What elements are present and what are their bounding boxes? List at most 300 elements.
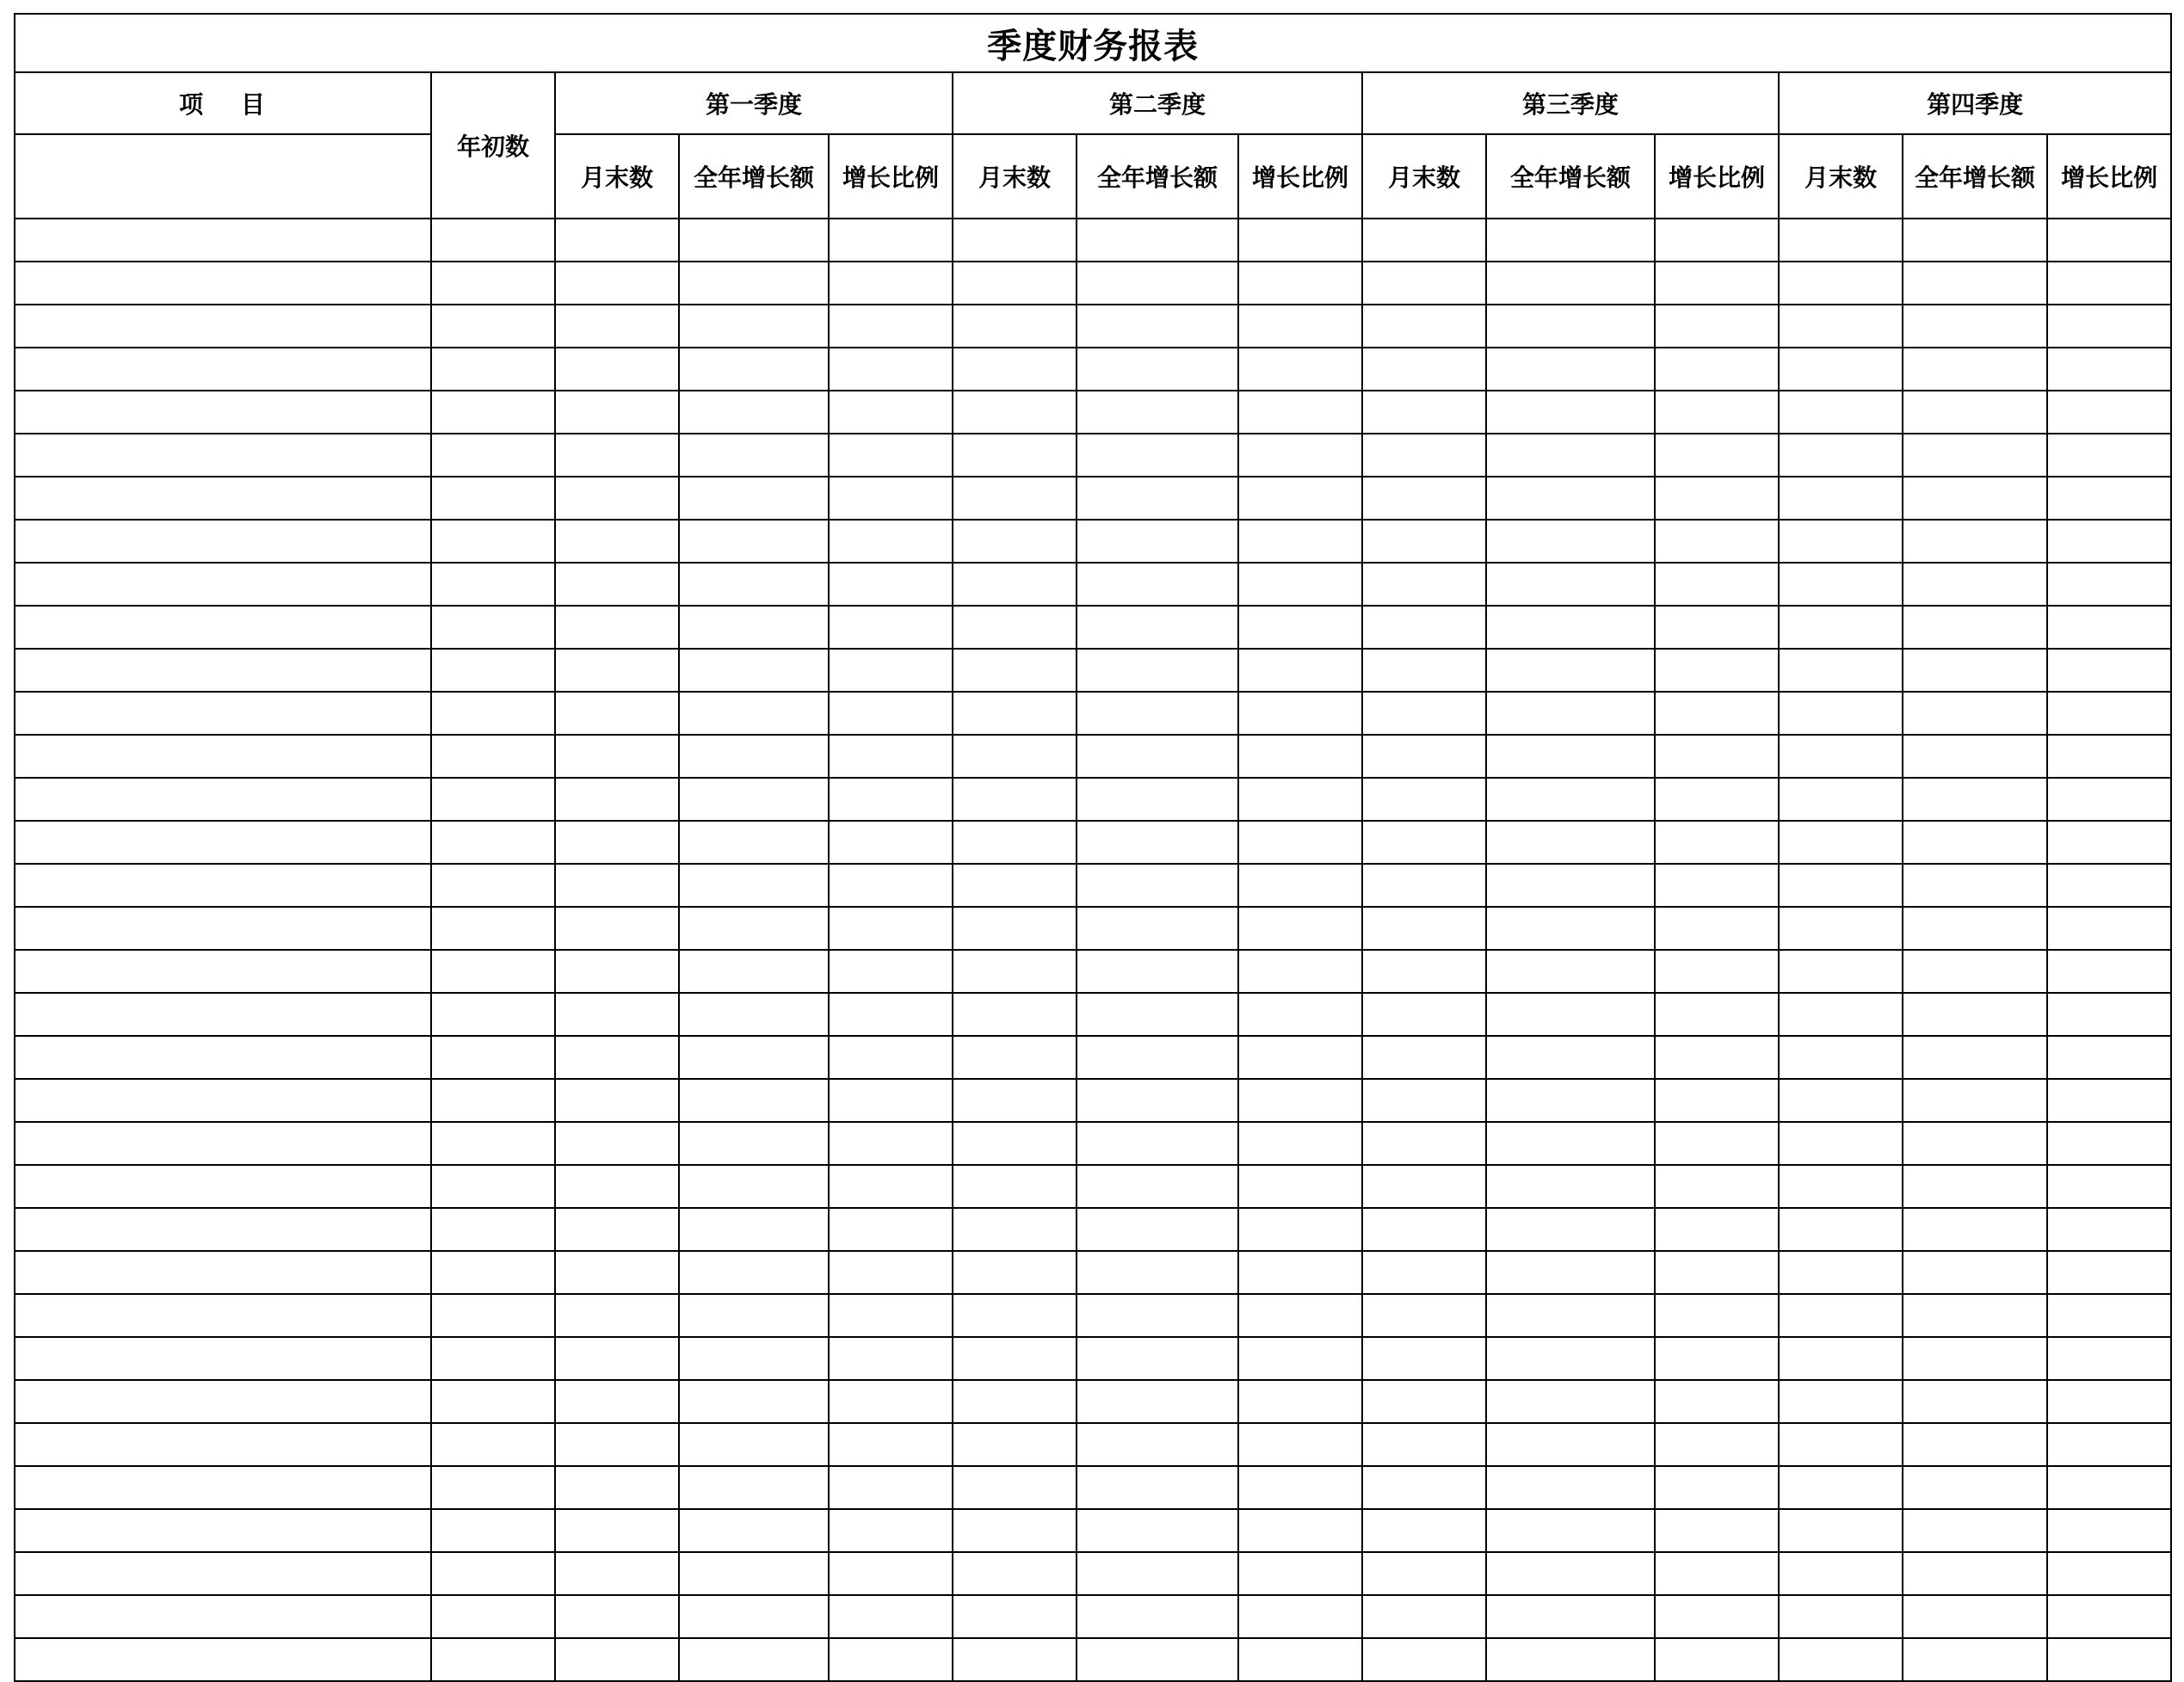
table-cell[interactable] — [1077, 1165, 1238, 1208]
table-cell[interactable] — [555, 1036, 679, 1079]
table-cell[interactable] — [1486, 907, 1655, 950]
table-cell[interactable] — [953, 1122, 1077, 1165]
table-cell[interactable] — [1779, 1337, 1903, 1380]
table-cell[interactable] — [1655, 1165, 1779, 1208]
table-cell[interactable] — [1903, 434, 2047, 477]
table-cell[interactable] — [829, 348, 953, 391]
table-cell[interactable] — [1486, 735, 1655, 778]
table-cell[interactable] — [1655, 1208, 1779, 1251]
table-cell[interactable] — [829, 1638, 953, 1681]
table-cell[interactable] — [953, 262, 1077, 305]
table-cell[interactable] — [1077, 1294, 1238, 1337]
table-cell[interactable] — [1779, 692, 1903, 735]
table-cell[interactable] — [679, 735, 829, 778]
table-cell[interactable] — [1362, 1552, 1486, 1595]
table-cell[interactable] — [829, 1337, 953, 1380]
table-cell[interactable] — [1655, 1036, 1779, 1079]
table-cell[interactable] — [555, 434, 679, 477]
table-cell[interactable] — [2047, 950, 2171, 993]
table-cell[interactable] — [679, 1423, 829, 1466]
table-cell[interactable] — [15, 1466, 431, 1509]
table-cell[interactable] — [1238, 262, 1362, 305]
table-cell[interactable] — [1655, 520, 1779, 563]
table-cell[interactable] — [1238, 1122, 1362, 1165]
table-cell[interactable] — [2047, 1380, 2171, 1423]
table-cell[interactable] — [679, 1036, 829, 1079]
table-cell[interactable] — [2047, 434, 2171, 477]
table-cell[interactable] — [2047, 1423, 2171, 1466]
table-cell[interactable] — [829, 391, 953, 434]
table-cell[interactable] — [555, 1595, 679, 1638]
table-cell[interactable] — [1077, 606, 1238, 649]
table-cell[interactable] — [555, 1509, 679, 1552]
table-cell[interactable] — [1655, 1595, 1779, 1638]
table-cell[interactable] — [15, 649, 431, 692]
table-cell[interactable] — [829, 1036, 953, 1079]
table-cell[interactable] — [1779, 1165, 1903, 1208]
table-cell[interactable] — [1779, 993, 1903, 1036]
table-cell[interactable] — [555, 649, 679, 692]
table-cell[interactable] — [1077, 1423, 1238, 1466]
table-cell[interactable] — [555, 1208, 679, 1251]
table-cell[interactable] — [953, 1251, 1077, 1294]
table-cell[interactable] — [555, 219, 679, 262]
table-cell[interactable] — [431, 219, 555, 262]
table-cell[interactable] — [2047, 1251, 2171, 1294]
table-cell[interactable] — [1903, 1380, 2047, 1423]
table-cell[interactable] — [15, 1638, 431, 1681]
table-cell[interactable] — [829, 434, 953, 477]
table-cell[interactable] — [1903, 1638, 2047, 1681]
table-cell[interactable] — [1362, 1122, 1486, 1165]
table-cell[interactable] — [2047, 735, 2171, 778]
table-cell[interactable] — [2047, 563, 2171, 606]
table-cell[interactable] — [1486, 1595, 1655, 1638]
table-cell[interactable] — [1077, 1036, 1238, 1079]
table-cell[interactable] — [1903, 950, 2047, 993]
table-cell[interactable] — [1238, 864, 1362, 907]
table-cell[interactable] — [431, 1079, 555, 1122]
table-cell[interactable] — [1779, 1079, 1903, 1122]
table-cell[interactable] — [431, 1509, 555, 1552]
table-cell[interactable] — [1362, 1638, 1486, 1681]
table-cell[interactable] — [431, 305, 555, 348]
table-cell[interactable] — [829, 1423, 953, 1466]
table-cell[interactable] — [1077, 1122, 1238, 1165]
table-cell[interactable] — [1238, 1079, 1362, 1122]
table-cell[interactable] — [1238, 735, 1362, 778]
table-cell[interactable] — [1903, 907, 2047, 950]
table-cell[interactable] — [953, 864, 1077, 907]
table-cell[interactable] — [1655, 1638, 1779, 1681]
table-cell[interactable] — [431, 434, 555, 477]
table-cell[interactable] — [15, 391, 431, 434]
table-cell[interactable] — [953, 348, 1077, 391]
table-cell[interactable] — [1362, 692, 1486, 735]
table-cell[interactable] — [1903, 1165, 2047, 1208]
table-cell[interactable] — [1655, 778, 1779, 821]
table-cell[interactable] — [679, 1122, 829, 1165]
table-cell[interactable] — [1077, 907, 1238, 950]
table-cell[interactable] — [1486, 563, 1655, 606]
table-cell[interactable] — [1238, 1509, 1362, 1552]
table-cell[interactable] — [1077, 821, 1238, 864]
table-cell[interactable] — [15, 692, 431, 735]
table-cell[interactable] — [1362, 1079, 1486, 1122]
table-cell[interactable] — [431, 1122, 555, 1165]
table-cell[interactable] — [679, 606, 829, 649]
table-cell[interactable] — [15, 1552, 431, 1595]
table-cell[interactable] — [953, 1466, 1077, 1509]
table-cell[interactable] — [1486, 1466, 1655, 1509]
table-cell[interactable] — [431, 1595, 555, 1638]
table-cell[interactable] — [829, 649, 953, 692]
table-cell[interactable] — [555, 864, 679, 907]
table-cell[interactable] — [555, 262, 679, 305]
table-cell[interactable] — [2047, 907, 2171, 950]
table-cell[interactable] — [1779, 950, 1903, 993]
table-cell[interactable] — [829, 477, 953, 520]
table-cell[interactable] — [1486, 1423, 1655, 1466]
table-cell[interactable] — [431, 391, 555, 434]
table-cell[interactable] — [1655, 1122, 1779, 1165]
table-cell[interactable] — [1486, 1380, 1655, 1423]
table-cell[interactable] — [15, 305, 431, 348]
table-cell[interactable] — [953, 1036, 1077, 1079]
table-cell[interactable] — [1779, 305, 1903, 348]
table-cell[interactable] — [1779, 1208, 1903, 1251]
table-cell[interactable] — [829, 692, 953, 735]
table-cell[interactable] — [679, 1552, 829, 1595]
table-cell[interactable] — [1486, 1208, 1655, 1251]
table-cell[interactable] — [555, 1466, 679, 1509]
table-cell[interactable] — [2047, 520, 2171, 563]
table-cell[interactable] — [431, 821, 555, 864]
table-cell[interactable] — [1362, 606, 1486, 649]
table-cell[interactable] — [1903, 864, 2047, 907]
table-cell[interactable] — [1486, 1122, 1655, 1165]
table-cell[interactable] — [953, 1423, 1077, 1466]
table-cell[interactable] — [1655, 649, 1779, 692]
table-cell[interactable] — [1486, 262, 1655, 305]
table-cell[interactable] — [679, 950, 829, 993]
table-cell[interactable] — [1655, 391, 1779, 434]
table-cell[interactable] — [679, 1208, 829, 1251]
table-cell[interactable] — [1077, 692, 1238, 735]
table-cell[interactable] — [1486, 1509, 1655, 1552]
table-cell[interactable] — [1238, 477, 1362, 520]
table-cell[interactable] — [829, 1208, 953, 1251]
table-cell[interactable] — [953, 563, 1077, 606]
table-cell[interactable] — [15, 434, 431, 477]
table-cell[interactable] — [431, 649, 555, 692]
table-cell[interactable] — [679, 1595, 829, 1638]
table-cell[interactable] — [555, 821, 679, 864]
table-cell[interactable] — [1779, 348, 1903, 391]
table-cell[interactable] — [1238, 1251, 1362, 1294]
table-cell[interactable] — [1362, 1036, 1486, 1079]
table-cell[interactable] — [1486, 1337, 1655, 1380]
table-cell[interactable] — [2047, 692, 2171, 735]
table-cell[interactable] — [1238, 391, 1362, 434]
table-cell[interactable] — [953, 391, 1077, 434]
table-cell[interactable] — [829, 1595, 953, 1638]
table-cell[interactable] — [2047, 1638, 2171, 1681]
table-cell[interactable] — [829, 305, 953, 348]
table-cell[interactable] — [953, 1294, 1077, 1337]
table-cell[interactable] — [431, 477, 555, 520]
table-cell[interactable] — [1362, 950, 1486, 993]
table-cell[interactable] — [1779, 907, 1903, 950]
table-cell[interactable] — [1903, 520, 2047, 563]
table-cell[interactable] — [953, 1552, 1077, 1595]
table-cell[interactable] — [1779, 391, 1903, 434]
table-cell[interactable] — [1903, 1337, 2047, 1380]
table-cell[interactable] — [1779, 649, 1903, 692]
table-cell[interactable] — [1655, 950, 1779, 993]
table-cell[interactable] — [679, 262, 829, 305]
table-cell[interactable] — [953, 950, 1077, 993]
table-cell[interactable] — [1655, 434, 1779, 477]
table-cell[interactable] — [953, 219, 1077, 262]
table-cell[interactable] — [431, 1380, 555, 1423]
table-cell[interactable] — [1903, 1079, 2047, 1122]
table-cell[interactable] — [1486, 1079, 1655, 1122]
table-cell[interactable] — [1486, 1036, 1655, 1079]
table-cell[interactable] — [1362, 262, 1486, 305]
table-cell[interactable] — [15, 1595, 431, 1638]
table-cell[interactable] — [953, 1165, 1077, 1208]
table-cell[interactable] — [1238, 1337, 1362, 1380]
table-cell[interactable] — [1903, 606, 2047, 649]
table-cell[interactable] — [1362, 778, 1486, 821]
table-cell[interactable] — [1077, 864, 1238, 907]
table-cell[interactable] — [431, 907, 555, 950]
table-cell[interactable] — [1077, 477, 1238, 520]
table-cell[interactable] — [1779, 262, 1903, 305]
table-cell[interactable] — [1486, 1165, 1655, 1208]
table-cell[interactable] — [953, 907, 1077, 950]
table-cell[interactable] — [555, 606, 679, 649]
table-cell[interactable] — [1903, 993, 2047, 1036]
table-cell[interactable] — [679, 477, 829, 520]
table-cell[interactable] — [829, 864, 953, 907]
table-cell[interactable] — [2047, 1595, 2171, 1638]
table-cell[interactable] — [1655, 1337, 1779, 1380]
table-cell[interactable] — [1238, 993, 1362, 1036]
table-cell[interactable] — [1077, 1638, 1238, 1681]
table-cell[interactable] — [829, 1122, 953, 1165]
table-cell[interactable] — [679, 563, 829, 606]
table-cell[interactable] — [2047, 993, 2171, 1036]
table-cell[interactable] — [555, 348, 679, 391]
table-cell[interactable] — [1362, 1380, 1486, 1423]
table-cell[interactable] — [1077, 1466, 1238, 1509]
table-cell[interactable] — [679, 434, 829, 477]
table-cell[interactable] — [1655, 1466, 1779, 1509]
table-cell[interactable] — [1779, 1036, 1903, 1079]
table-cell[interactable] — [1362, 348, 1486, 391]
table-cell[interactable] — [2047, 778, 2171, 821]
table-cell[interactable] — [1362, 907, 1486, 950]
table-cell[interactable] — [1077, 1552, 1238, 1595]
table-cell[interactable] — [1779, 1122, 1903, 1165]
table-cell[interactable] — [15, 1165, 431, 1208]
table-cell[interactable] — [1903, 821, 2047, 864]
table-cell[interactable] — [1655, 993, 1779, 1036]
table-cell[interactable] — [1238, 1466, 1362, 1509]
table-cell[interactable] — [1077, 993, 1238, 1036]
table-cell[interactable] — [1077, 1380, 1238, 1423]
table-cell[interactable] — [555, 1251, 679, 1294]
table-cell[interactable] — [15, 778, 431, 821]
table-cell[interactable] — [555, 1294, 679, 1337]
table-cell[interactable] — [679, 305, 829, 348]
table-cell[interactable] — [431, 1337, 555, 1380]
table-cell[interactable] — [1655, 219, 1779, 262]
table-cell[interactable] — [953, 1638, 1077, 1681]
table-cell[interactable] — [679, 1466, 829, 1509]
table-cell[interactable] — [555, 520, 679, 563]
table-cell[interactable] — [1362, 1423, 1486, 1466]
table-cell[interactable] — [1362, 434, 1486, 477]
table-cell[interactable] — [679, 1380, 829, 1423]
table-cell[interactable] — [829, 520, 953, 563]
table-cell[interactable] — [431, 735, 555, 778]
table-cell[interactable] — [829, 1294, 953, 1337]
table-cell[interactable] — [15, 1423, 431, 1466]
table-cell[interactable] — [1655, 1294, 1779, 1337]
table-cell[interactable] — [1362, 520, 1486, 563]
table-cell[interactable] — [431, 1208, 555, 1251]
table-cell[interactable] — [555, 1122, 679, 1165]
table-cell[interactable] — [679, 219, 829, 262]
table-cell[interactable] — [1077, 649, 1238, 692]
table-cell[interactable] — [15, 1036, 431, 1079]
table-cell[interactable] — [15, 1294, 431, 1337]
table-cell[interactable] — [953, 477, 1077, 520]
table-cell[interactable] — [953, 1337, 1077, 1380]
table-cell[interactable] — [1486, 649, 1655, 692]
table-cell[interactable] — [1238, 219, 1362, 262]
table-cell[interactable] — [1779, 1294, 1903, 1337]
table-cell[interactable] — [15, 606, 431, 649]
table-cell[interactable] — [1903, 262, 2047, 305]
table-cell[interactable] — [1362, 391, 1486, 434]
table-cell[interactable] — [431, 1466, 555, 1509]
table-cell[interactable] — [431, 1423, 555, 1466]
table-cell[interactable] — [1903, 1466, 2047, 1509]
table-cell[interactable] — [2047, 1036, 2171, 1079]
table-cell[interactable] — [1779, 1251, 1903, 1294]
table-cell[interactable] — [15, 1380, 431, 1423]
table-cell[interactable] — [1655, 1079, 1779, 1122]
table-cell[interactable] — [953, 1380, 1077, 1423]
table-cell[interactable] — [431, 563, 555, 606]
table-cell[interactable] — [431, 520, 555, 563]
table-cell[interactable] — [679, 1079, 829, 1122]
table-cell[interactable] — [15, 1251, 431, 1294]
table-cell[interactable] — [1077, 391, 1238, 434]
table-cell[interactable] — [1655, 1423, 1779, 1466]
table-cell[interactable] — [1238, 1165, 1362, 1208]
table-cell[interactable] — [15, 950, 431, 993]
table-cell[interactable] — [679, 1165, 829, 1208]
table-cell[interactable] — [1077, 1509, 1238, 1552]
table-cell[interactable] — [1238, 520, 1362, 563]
table-cell[interactable] — [1903, 1423, 2047, 1466]
table-cell[interactable] — [1779, 1638, 1903, 1681]
table-cell[interactable] — [829, 1552, 953, 1595]
table-cell[interactable] — [829, 821, 953, 864]
table-cell[interactable] — [1362, 477, 1486, 520]
table-cell[interactable] — [431, 864, 555, 907]
table-cell[interactable] — [15, 864, 431, 907]
table-cell[interactable] — [829, 1079, 953, 1122]
table-cell[interactable] — [2047, 391, 2171, 434]
table-cell[interactable] — [2047, 1337, 2171, 1380]
table-cell[interactable] — [1486, 993, 1655, 1036]
table-cell[interactable] — [829, 1380, 953, 1423]
table-cell[interactable] — [2047, 649, 2171, 692]
table-cell[interactable] — [679, 778, 829, 821]
table-cell[interactable] — [1238, 1552, 1362, 1595]
table-cell[interactable] — [1903, 1208, 2047, 1251]
table-cell[interactable] — [1655, 692, 1779, 735]
table-cell[interactable] — [1077, 1595, 1238, 1638]
table-cell[interactable] — [431, 348, 555, 391]
table-cell[interactable] — [1238, 692, 1362, 735]
table-cell[interactable] — [1238, 348, 1362, 391]
table-cell[interactable] — [679, 1251, 829, 1294]
table-cell[interactable] — [15, 520, 431, 563]
table-cell[interactable] — [1903, 1595, 2047, 1638]
table-cell[interactable] — [431, 606, 555, 649]
table-cell[interactable] — [15, 993, 431, 1036]
table-cell[interactable] — [555, 391, 679, 434]
table-cell[interactable] — [1903, 219, 2047, 262]
table-cell[interactable] — [555, 1552, 679, 1595]
table-cell[interactable] — [953, 520, 1077, 563]
table-cell[interactable] — [1362, 735, 1486, 778]
table-cell[interactable] — [1903, 1509, 2047, 1552]
table-cell[interactable] — [1779, 1595, 1903, 1638]
table-cell[interactable] — [2047, 1509, 2171, 1552]
table-cell[interactable] — [1655, 735, 1779, 778]
table-cell[interactable] — [555, 692, 679, 735]
table-cell[interactable] — [1779, 219, 1903, 262]
table-cell[interactable] — [1362, 1251, 1486, 1294]
table-cell[interactable] — [2047, 864, 2171, 907]
table-cell[interactable] — [1655, 563, 1779, 606]
table-cell[interactable] — [1903, 391, 2047, 434]
table-cell[interactable] — [1655, 606, 1779, 649]
table-cell[interactable] — [1362, 1337, 1486, 1380]
table-cell[interactable] — [1655, 262, 1779, 305]
table-cell[interactable] — [1238, 1380, 1362, 1423]
table-cell[interactable] — [555, 1638, 679, 1681]
table-cell[interactable] — [1362, 305, 1486, 348]
table-cell[interactable] — [431, 262, 555, 305]
table-cell[interactable] — [555, 563, 679, 606]
table-cell[interactable] — [2047, 821, 2171, 864]
table-cell[interactable] — [679, 864, 829, 907]
table-cell[interactable] — [829, 735, 953, 778]
table-cell[interactable] — [829, 778, 953, 821]
table-cell[interactable] — [15, 735, 431, 778]
table-cell[interactable] — [1779, 563, 1903, 606]
table-cell[interactable] — [1903, 477, 2047, 520]
